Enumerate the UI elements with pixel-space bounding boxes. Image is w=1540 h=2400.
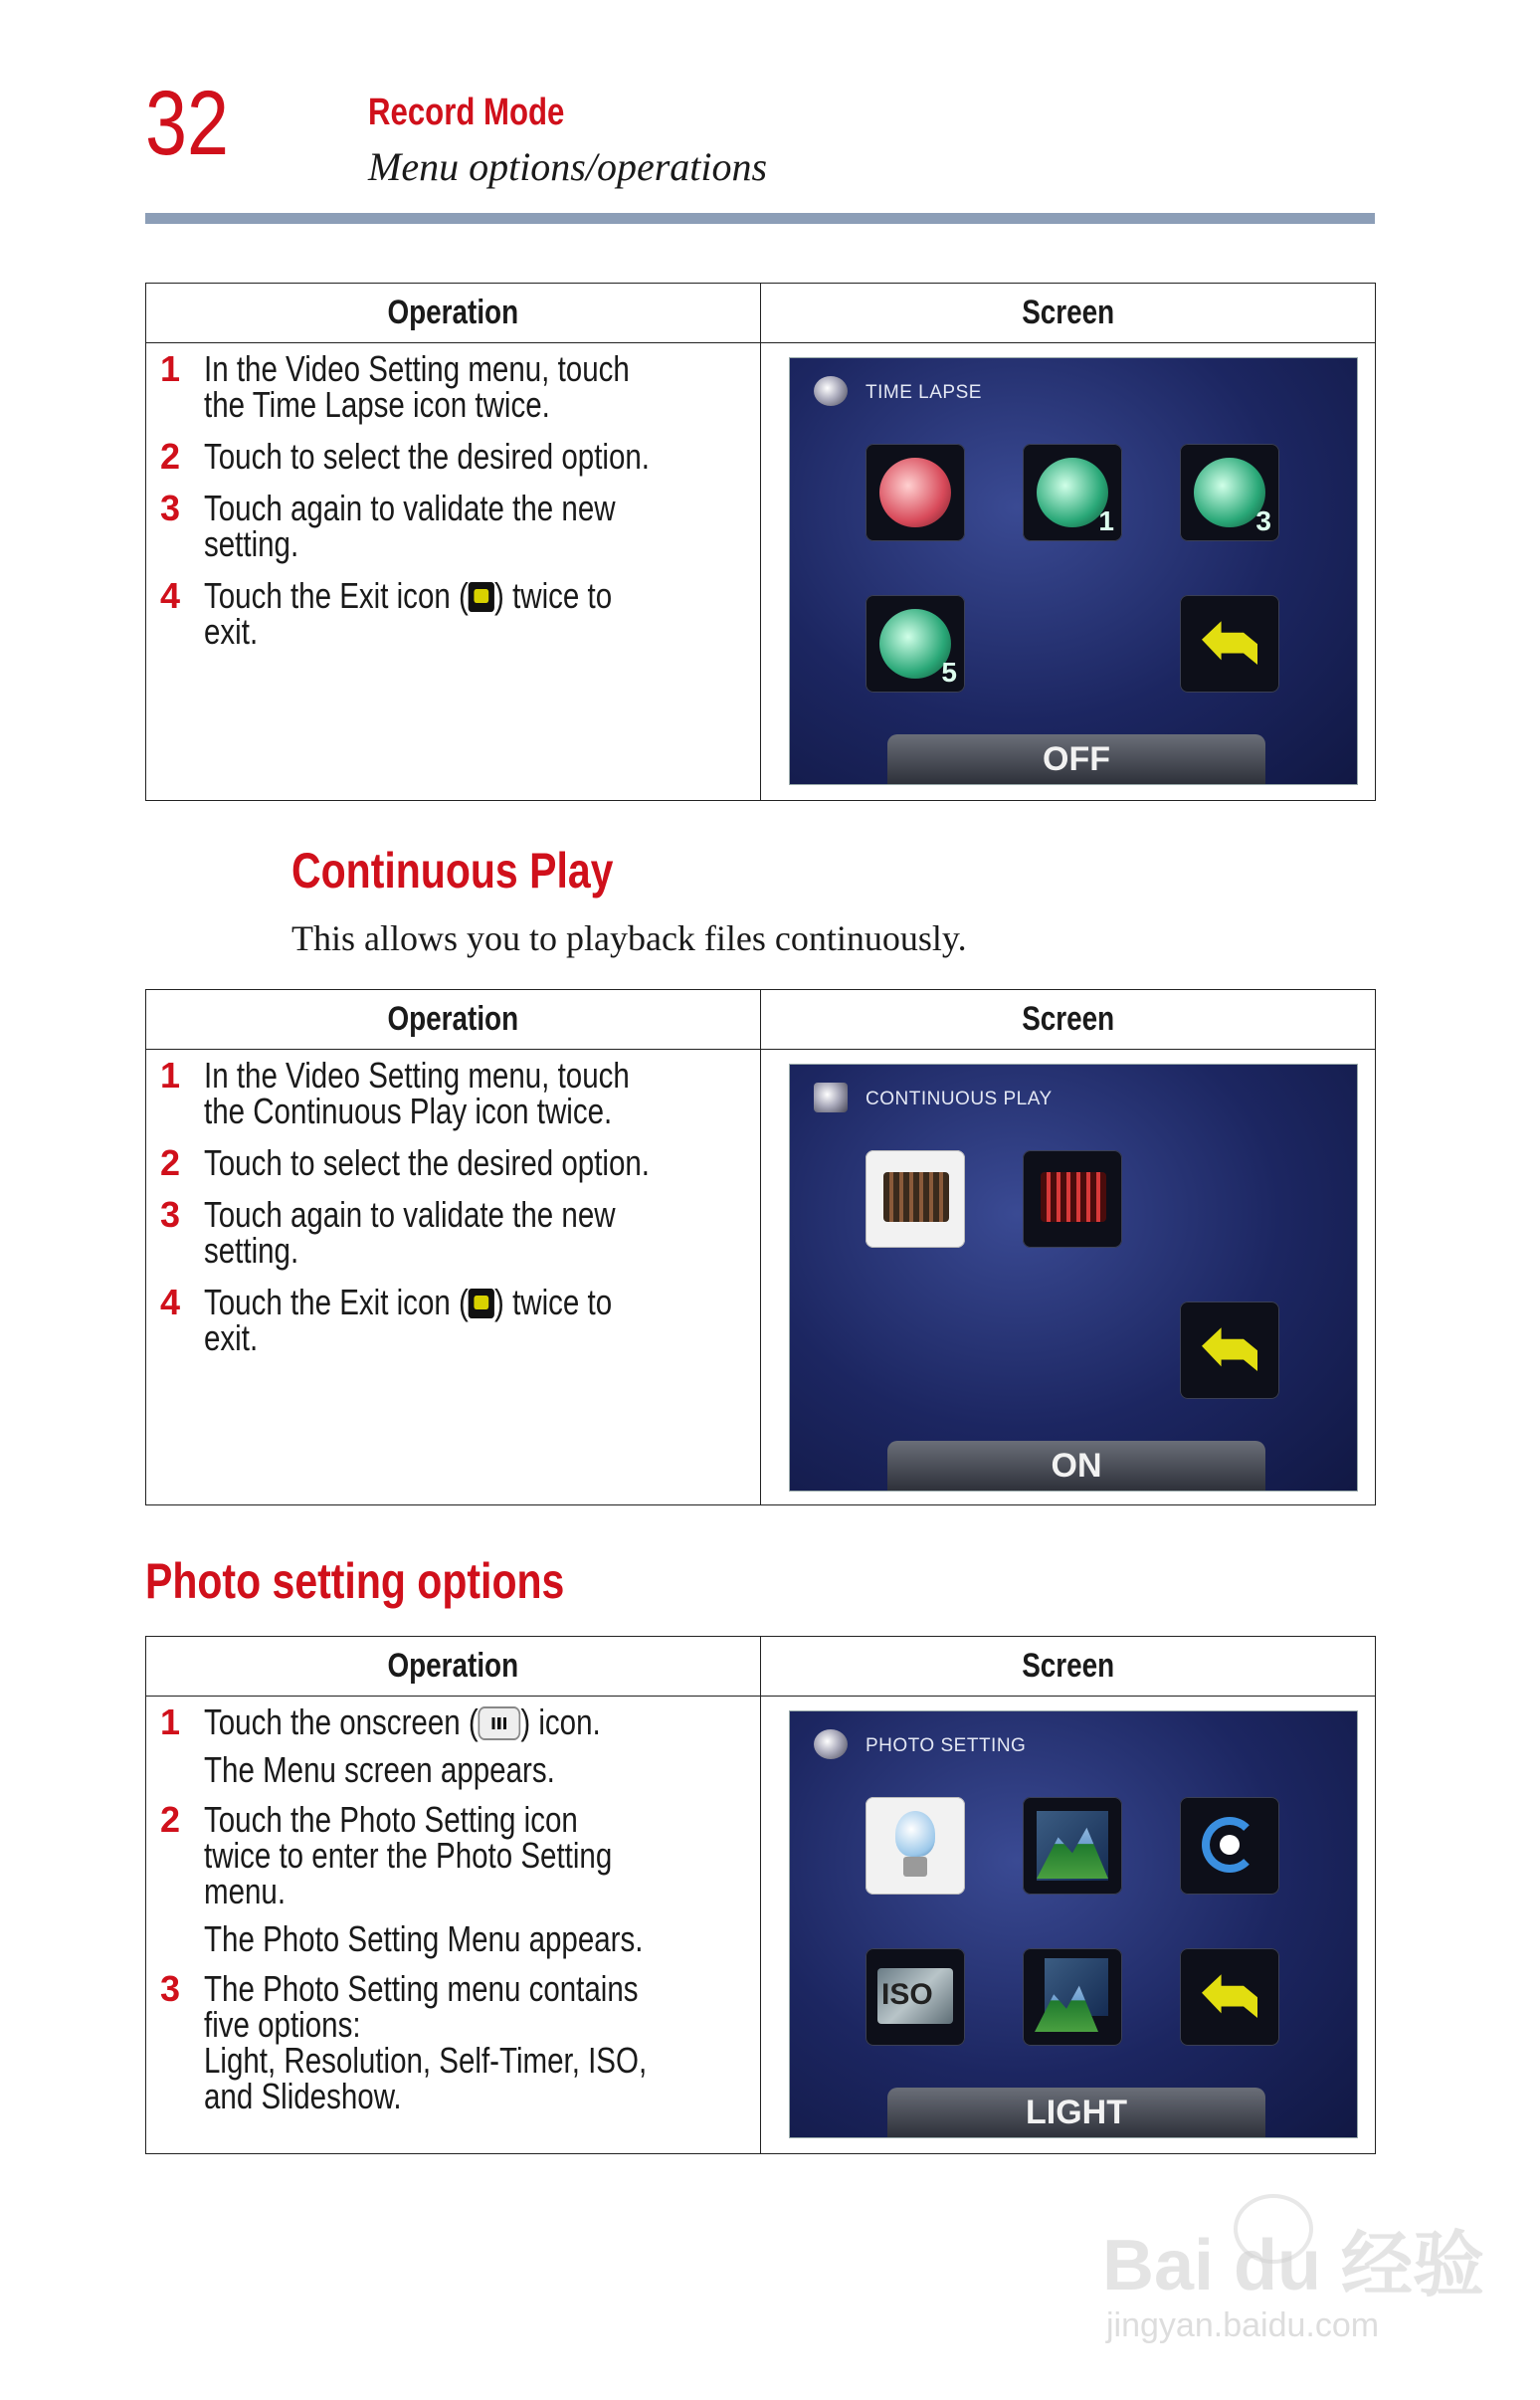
exit-arrow-icon bbox=[1202, 1972, 1257, 2018]
watermark-url: jingyan.baidu.com bbox=[1106, 2306, 1380, 2344]
screen-cell bbox=[761, 343, 1376, 801]
operation-cell bbox=[146, 1697, 761, 2154]
operation-cell bbox=[146, 343, 761, 801]
watermark-brand: Bai du 经验 bbox=[1102, 2226, 1485, 2305]
header-rule bbox=[145, 213, 1375, 224]
screen-cell bbox=[761, 1050, 1376, 1505]
exit-icon bbox=[469, 1289, 494, 1318]
section-subtitle: Menu options/operations bbox=[368, 144, 768, 189]
photo-setting-screen bbox=[789, 1710, 1358, 2138]
self-timer-option[interactable] bbox=[1180, 1797, 1279, 1895]
exit-arrow-icon bbox=[1202, 1325, 1257, 1371]
operation-header: Operation bbox=[146, 990, 761, 1050]
photo-setting-heading: Photo setting options bbox=[145, 1553, 565, 1609]
screen-title: PHOTO SETTING bbox=[866, 1735, 1027, 1756]
iso-option[interactable]: ISO bbox=[866, 1948, 965, 2046]
time-lapse-icon bbox=[814, 376, 848, 406]
time-lapse-off-option[interactable] bbox=[866, 444, 965, 541]
step-item: 2 Touch the Photo Setting icon twice to enter the Photo Setting menu. bbox=[160, 1799, 613, 1911]
step-note: The Photo Setting Menu appears. bbox=[204, 1918, 644, 1959]
bulb-icon bbox=[895, 1811, 935, 1857]
resolution-option[interactable] bbox=[1023, 1797, 1122, 1895]
screen-header: Screen bbox=[761, 284, 1376, 343]
exit-button[interactable] bbox=[1180, 1948, 1279, 2046]
operation-cell bbox=[146, 1050, 761, 1505]
exit-button[interactable] bbox=[1180, 595, 1279, 693]
screen-cell bbox=[761, 1697, 1376, 2154]
chapter-title: Record Mode bbox=[368, 92, 565, 133]
exit-icon bbox=[469, 582, 494, 612]
photo-setting-table bbox=[145, 1636, 1376, 2154]
step-item: 1 In the Video Setting menu, touch the Time Lapse icon twice. bbox=[160, 348, 630, 425]
time-lapse-table bbox=[145, 283, 1376, 801]
film-icon bbox=[1041, 1172, 1106, 1222]
current-value-bar[interactable]: OFF bbox=[887, 734, 1265, 784]
time-lapse-3-option[interactable]: 3 bbox=[1180, 444, 1279, 541]
continuous-play-heading: Continuous Play bbox=[291, 843, 614, 899]
exit-arrow-icon bbox=[1202, 619, 1257, 665]
slideshow-option[interactable] bbox=[1023, 1948, 1122, 2046]
film-icon bbox=[883, 1172, 949, 1222]
step-item: 1 Touch the onscreen ( ) icon. bbox=[160, 1701, 601, 1742]
exit-button[interactable] bbox=[1180, 1301, 1279, 1399]
operation-header: Operation bbox=[146, 1637, 761, 1697]
screen-header: Screen bbox=[761, 1637, 1376, 1697]
menu-icon bbox=[479, 1706, 521, 1740]
time-lapse-1-option[interactable]: 1 bbox=[1023, 444, 1122, 541]
screen-title: CONTINUOUS PLAY bbox=[866, 1089, 1053, 1109]
step-item: 4 Touch the Exit icon ( ) twice to exit. bbox=[160, 1282, 613, 1358]
photo-setting-icon bbox=[814, 1729, 848, 1759]
step-item: 2 Touch to select the desired option. bbox=[160, 436, 651, 477]
step-item: 3 Touch again to validate the new setting. bbox=[160, 488, 616, 564]
continuous-play-off-option[interactable] bbox=[866, 1150, 965, 1248]
step-item: 4 Touch the Exit icon ( ) twice to exit. bbox=[160, 575, 613, 652]
operation-header: Operation bbox=[146, 284, 761, 343]
screen-header: Screen bbox=[761, 990, 1376, 1050]
page-number: 32 bbox=[145, 73, 229, 174]
step-item: 3 Touch again to validate the new setting. bbox=[160, 1194, 616, 1271]
time-lapse-5-option[interactable]: 5 bbox=[866, 595, 965, 693]
continuous-play-icon bbox=[814, 1083, 848, 1112]
step-item: 3 The Photo Setting menu contains five options: Light, Resolution, Self-Timer, ISO, and Slideshow. bbox=[160, 1968, 648, 2116]
screen-title: TIME LAPSE bbox=[866, 382, 982, 403]
step-note: The Menu screen appears. bbox=[204, 1749, 555, 1790]
light-option[interactable] bbox=[866, 1797, 965, 1895]
step-item: 2 Touch to select the desired option. bbox=[160, 1142, 651, 1183]
continuous-play-on-option[interactable] bbox=[1023, 1150, 1122, 1248]
step-item: 1 In the Video Setting menu, touch the Continuous Play icon twice. bbox=[160, 1055, 630, 1131]
current-value-bar[interactable]: ON bbox=[887, 1441, 1265, 1491]
continuous-play-screen bbox=[789, 1064, 1358, 1492]
continuous-play-intro: This allows you to playback files continuously. bbox=[291, 918, 967, 958]
continuous-play-table bbox=[145, 989, 1376, 1505]
current-value-bar[interactable]: LIGHT bbox=[887, 2088, 1265, 2137]
time-lapse-screen bbox=[789, 357, 1358, 785]
